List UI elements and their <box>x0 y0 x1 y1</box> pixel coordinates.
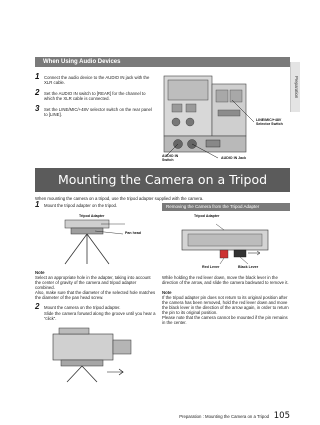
tripod-step-1 <box>35 200 157 209</box>
tripod-section-banner: Mounting the Camera on a Tripod <box>35 168 290 192</box>
side-tab-label: Preparation <box>294 75 299 99</box>
tripod-adapter-illustration <box>45 212 135 266</box>
tripod-adapter-callout: Tripod Adapter <box>79 214 105 219</box>
audio-in-jack-callout: AUDIO IN Jack <box>221 156 247 160</box>
removing-tripod-adapter-callout: Tripod Adapter <box>194 214 220 218</box>
step-number: 2 <box>35 302 40 312</box>
mounting-column <box>35 200 157 384</box>
section-side-tab <box>290 62 300 112</box>
note-text: Select an appropriate hole in the adapter, taking into account the center of gravity of the camera and tripod adapter combined. Also, make sure that the diameter of the selected hole matches the diameter of the pan head screw. <box>35 275 156 301</box>
step-number: 2 <box>35 88 40 97</box>
audio-step-2 <box>35 88 155 102</box>
note-text: If the tripod adapter pin does not return to its original position after the camera has been removed, hold the red lever down and move the black lever in the direction of the arrow again, in order to return the pin to its original position. Please note that the camera cannot be mounted if the pin remains in the center. <box>162 295 289 325</box>
page-footer <box>150 411 295 421</box>
footer-title: Preparation : Mounting the Camera on a Tripod <box>179 414 269 419</box>
step-text: Mount the tripod adapter on the tripod. <box>44 203 118 208</box>
tripod-intro-text: When mounting the camera on a tripod, use the tripod adapter supplied with the camera. <box>35 196 204 201</box>
line-mic-selector-callout: LINE/MIC/+48V Selector Switch <box>256 118 283 127</box>
removing-column <box>162 203 290 325</box>
adapter-lever-illustration <box>176 220 274 264</box>
step-number: 3 <box>35 104 40 113</box>
removing-note <box>162 290 290 325</box>
note-label: Note <box>162 290 172 295</box>
black-lever-callout: Black Lever <box>238 265 259 269</box>
step-text: Mount the camera on the tripod adapter. Slide the camera forward along the groove until you hear a “click”. <box>44 305 156 322</box>
tripod-step-2 <box>35 302 157 322</box>
step-text: Set the AUDIO IN switch to [REAR] for the channel to which the XLR cable is connected. <box>44 91 146 102</box>
audio-step-3 <box>35 104 155 118</box>
step-number: 1 <box>35 200 40 209</box>
removing-heading: Removing the Camera from the Tripod Adapter <box>162 203 290 211</box>
adapter-levers-figure <box>162 213 290 275</box>
tripod-adapter-figure <box>35 210 157 268</box>
audio-in-switch-callout: AUDIO IN Switch <box>162 154 179 163</box>
step-text: Connect the audio device to the AUDIO IN jack with the XLR cable. <box>44 75 150 86</box>
step-text: Set the LINE/MIC/+48V selector switch on the rear panel to [LINE]. <box>44 107 152 118</box>
page-number: 105 <box>273 411 290 421</box>
audio-devices-heading: When Using Audio Devices <box>35 57 290 67</box>
pan-head-callout: Pan head <box>125 231 141 236</box>
note-label: Note <box>35 270 45 276</box>
camera-on-adapter-illustration <box>45 326 137 384</box>
step-number: 1 <box>35 72 40 81</box>
mounting-note <box>35 270 157 300</box>
red-lever-callout: Red Lever <box>202 265 220 269</box>
audio-step-1 <box>35 72 155 86</box>
removing-instructions: While holding the red lever down, move the black lever in the direction of the arrow, and slide the camera backward to remove it. <box>162 275 289 285</box>
